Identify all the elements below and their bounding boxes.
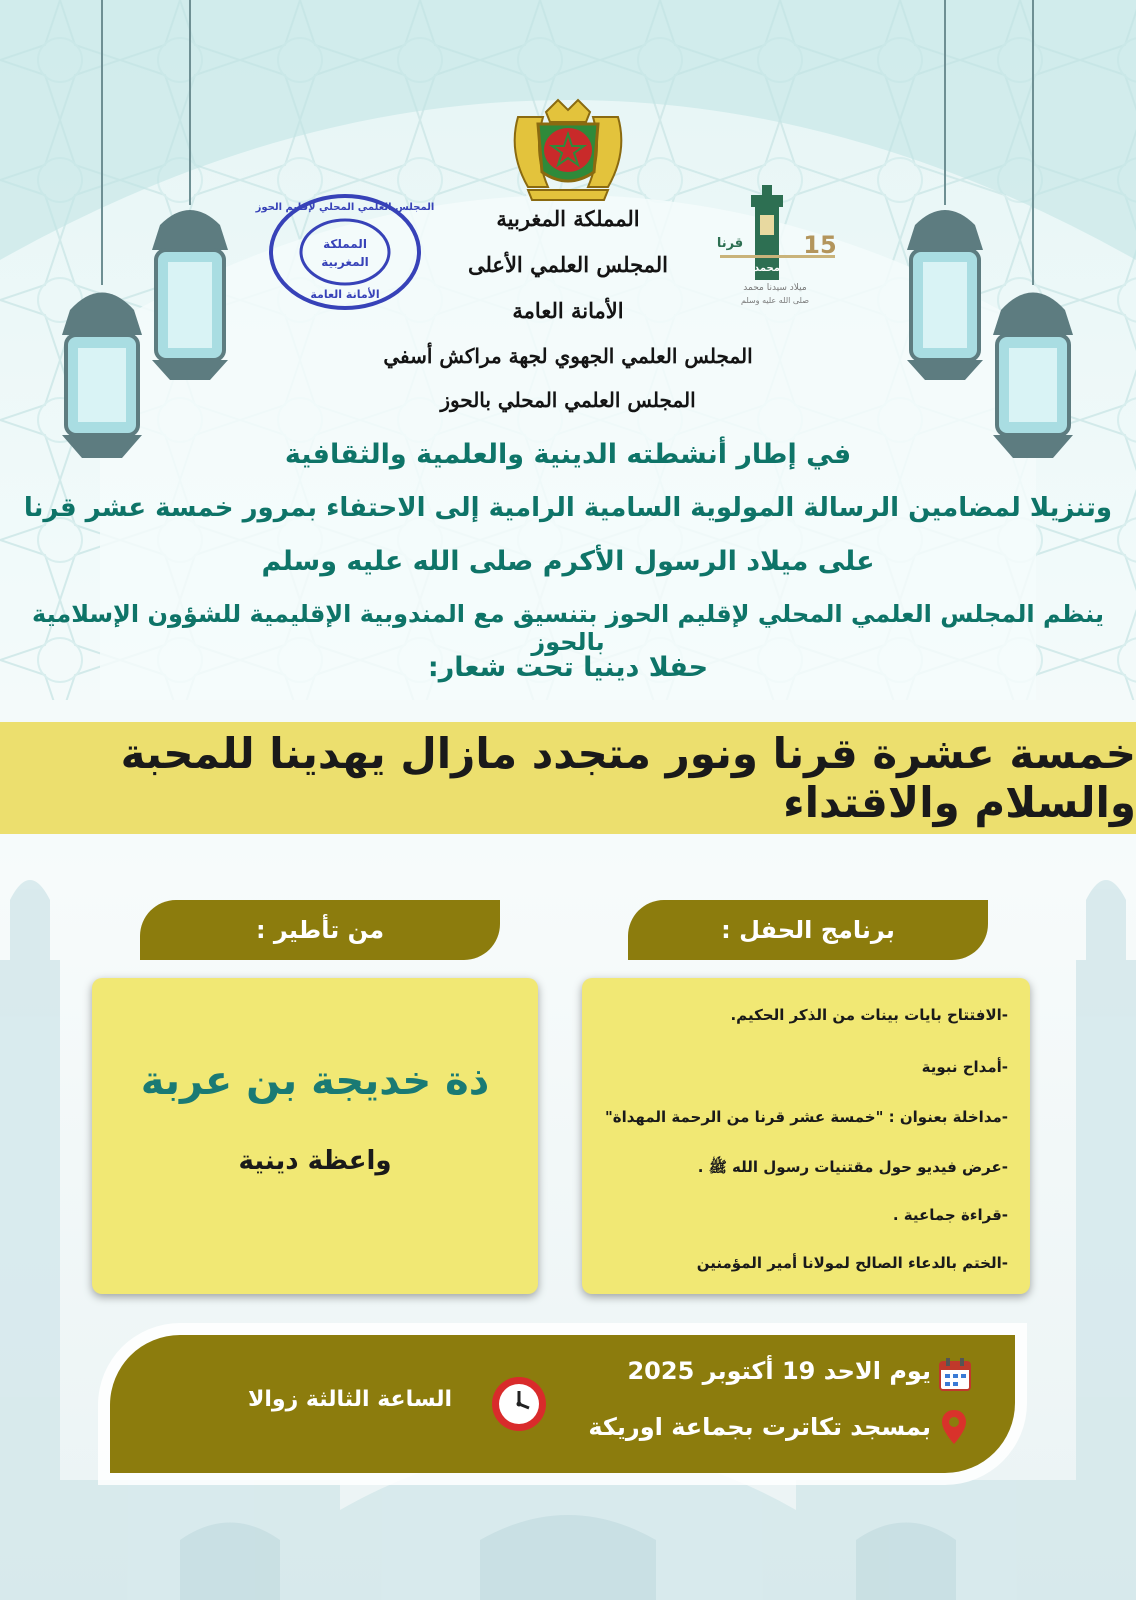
program-item: -الختم بالدعاء الصالح لمولانا أمير المؤمنين — [696, 1254, 1008, 1272]
svg-text:قرنا: قرنا — [716, 236, 744, 251]
org-line-kingdom: المملكة المغربية — [496, 206, 640, 231]
program-item: -قراءة جماعية . — [892, 1206, 1008, 1224]
slogan-text: خمسة عشرة قرنا ونور متجدد مازال يهدينا للمحبة والسلام والاقتداء — [120, 729, 1136, 827]
speaker-name: ذة خديجة بن عربة — [140, 1058, 490, 1104]
program-item: -أمداح نبوية — [921, 1058, 1008, 1076]
intro-line: ينظم المجلس العلمي المحلي لإقليم الحوز بتنسيق مع المندوبية الإقليمية للشؤون الإسلامية بالحوز — [32, 600, 1104, 656]
anniversary-logo — [700, 185, 850, 310]
svg-text:المملكة: المملكة — [323, 237, 367, 251]
event-time: الساعة الثالثة زوالا — [248, 1387, 453, 1412]
org-line-regional-council: المجلس العلمي الجهوي لجهة مراكش أسفي — [383, 344, 753, 368]
program-card — [582, 978, 1030, 1294]
svg-text:المجلس العلمي المحلي لإقليم ال: المجلس العلمي المحلي لإقليم الحوز — [255, 202, 435, 213]
clock-icon — [490, 1375, 548, 1433]
event-date: يوم الاحد 19 أكتوبر 2025 — [627, 1357, 931, 1385]
slogan-banner — [0, 722, 1136, 834]
location-pin-icon — [941, 1409, 967, 1445]
event-info-bar — [110, 1335, 1015, 1473]
svg-text:ميلاد سيدنا محمد: ميلاد سيدنا محمد — [743, 283, 807, 293]
intro-line: حفلا دينيا تحت شعار: — [427, 652, 709, 683]
intro-line: في إطار أنشطته الدينية والعلمية والثقافية — [284, 439, 852, 470]
framing-title-tab: من تأطير : — [140, 900, 500, 960]
intro-line: وتنزيلا لمضامين الرسالة المولوية السامية الرامية إلى الاحتفاء بمرور خمسة عشر قرنا — [23, 493, 1113, 523]
speaker-card — [92, 978, 538, 1294]
svg-text:المغربية: المغربية — [321, 255, 369, 269]
svg-text:الأمانة العامة: الأمانة العامة — [310, 288, 380, 301]
org-line-secretariat: الأمانة العامة — [512, 298, 624, 323]
royal-crest-icon — [488, 92, 648, 202]
speaker-role: واعظة دينية — [238, 1146, 392, 1176]
svg-text:محمد: محمد — [754, 263, 780, 274]
org-line-supreme-council: المجلس العلمي الأعلى — [467, 252, 669, 277]
program-item: -عرض فيديو حول مقتنيات رسول الله ﷺ . — [697, 1158, 1008, 1176]
org-line-local-council: المجلس العلمي المحلي بالحوز — [440, 388, 696, 412]
svg-text:صلى الله عليه وسلم: صلى الله عليه وسلم — [741, 296, 809, 305]
program-item: -مداخلة بعنوان : "خمسة عشر قرنا من الرحمة المهداة" — [604, 1108, 1008, 1126]
calendar-icon — [939, 1357, 971, 1391]
program-item: -الافتتاح بايات بينات من الذكر الحكيم. — [730, 1006, 1008, 1024]
event-place: بمسجد تكاترت بجماعة اوريكة — [588, 1413, 931, 1441]
svg-text:15: 15 — [803, 231, 837, 259]
intro-line: على ميلاد الرسول الأكرم صلى الله عليه وسلم — [261, 546, 875, 577]
program-title-tab: برنامج الحفل : — [628, 900, 988, 960]
